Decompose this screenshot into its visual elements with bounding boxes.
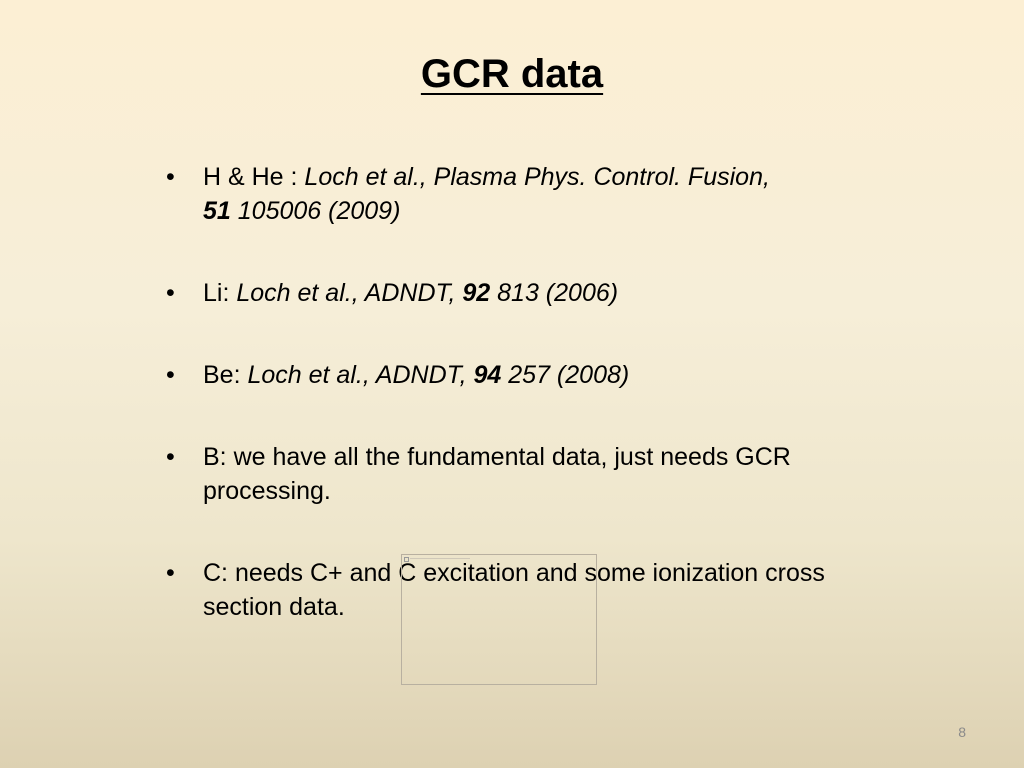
bullet-item-li [166, 276, 886, 310]
bullet-icon: • [166, 443, 175, 471]
reference-rest: 105006 (2009) [230, 197, 401, 225]
reference-volume: 51 [203, 197, 231, 225]
page-number: 8 [958, 724, 966, 740]
placeholder-caption [410, 558, 470, 559]
slide-title [0, 52, 1024, 97]
reference-authors: Loch et al., ADNDT, [236, 279, 463, 307]
bullet-icon: • [166, 279, 175, 307]
reference-rest: 813 (2006) [490, 279, 619, 307]
bullet-icon: • [166, 361, 175, 389]
reference-volume: 92 [462, 279, 491, 307]
slide-title-text: GCR data [420, 52, 604, 96]
bullet-label: H & He : [203, 163, 305, 191]
bullet-item-b [166, 440, 886, 508]
bullet-item-h-he [166, 160, 886, 228]
bullet-text: C: needs C+ and C excitation and some ionization cross section data. [203, 559, 825, 621]
reference-rest: 257 (2008) [501, 361, 630, 389]
bullet-text: B: we have all the fundamental data, just needs GCR processing. [203, 443, 791, 505]
bullet-label: Li: [203, 279, 237, 307]
reference-authors: Loch et al., ADNDT, [247, 361, 474, 389]
reference-volume: 94 [473, 361, 502, 389]
image-placeholder [401, 554, 597, 685]
bullet-icon: • [166, 559, 175, 587]
bullet-item-be [166, 358, 886, 392]
reference-authors: Loch et al., Plasma Phys. Control. Fusion, [304, 163, 770, 191]
bullet-label: Be: [203, 361, 248, 389]
broken-image-icon [404, 557, 409, 562]
bullet-icon: • [166, 163, 175, 191]
